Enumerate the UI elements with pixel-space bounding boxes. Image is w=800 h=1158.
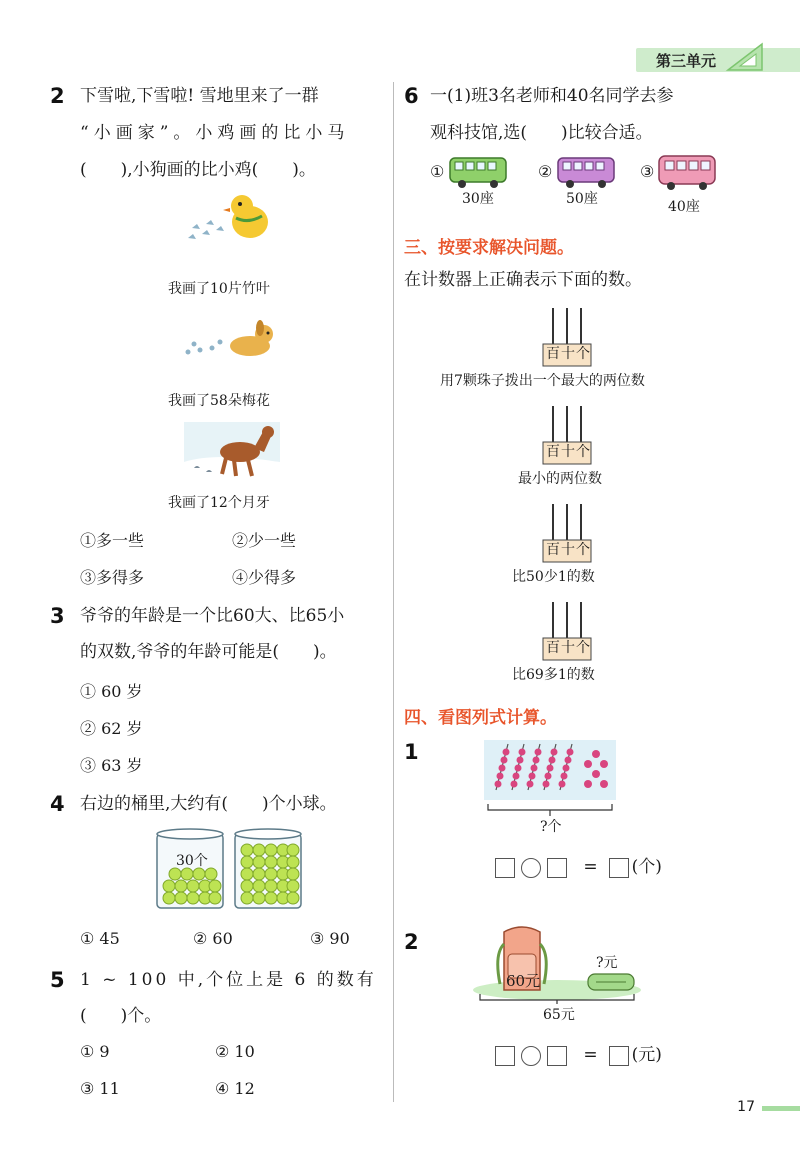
q5-option-4[interactable]: ④ 12 [215, 1079, 255, 1098]
unit-label: (个) [631, 857, 662, 877]
q4-line1: 右边的桶里,大约有( )个小球。 [80, 794, 337, 814]
q6-line1: 一(1)班3名老师和40名同学去参 [430, 86, 674, 106]
abacus-caption-1: 用7颗珠子拨出一个最大的两位数 [440, 373, 645, 389]
page-number: 17 [737, 1099, 755, 1115]
answer-box[interactable] [495, 858, 515, 878]
bus-pink-icon[interactable] [657, 152, 717, 192]
abacus-caption-2: 最小的两位数 [518, 471, 602, 487]
abacus-caption-4: 比69多1的数 [512, 667, 595, 683]
q5-option-2[interactable]: ② 10 [215, 1042, 255, 1061]
answer-box[interactable] [547, 858, 567, 878]
unit-title: 第三单元 [656, 52, 717, 70]
section-3-title: 三、按要求解决问题。 [404, 238, 574, 258]
q2-option-3[interactable]: ③多得多 [80, 568, 145, 587]
q2-option-4[interactable]: ④少得多 [232, 568, 297, 587]
q5-line2: ( )个。 [80, 1006, 162, 1026]
abacus-label-1: 百十个 [546, 346, 591, 362]
abacus-label-3: 百十个 [546, 542, 591, 558]
column-divider [393, 82, 394, 1102]
q3-option-3[interactable]: ③ 63 岁 [80, 756, 143, 775]
question-number: 2 [50, 84, 65, 108]
q2-line2: “小画家”。小鸡画的比小马 [80, 123, 350, 143]
answer-box[interactable] [547, 1046, 567, 1066]
bus-option-mark-1[interactable]: ① [430, 162, 445, 181]
bus-option-mark-2[interactable]: ② [538, 162, 553, 181]
equation-row-1[interactable] [492, 852, 662, 878]
q3-line2: 的双数,爷爷的年龄可能是( )。 [80, 642, 337, 662]
chick-illustration [180, 190, 280, 250]
bus-caption-3: 40座 [668, 199, 700, 215]
caption-dog: 我画了58朵梅花 [168, 393, 270, 409]
pencilcase-price: ?元 [596, 955, 618, 971]
q2-option-1[interactable]: ①多一些 [80, 531, 145, 550]
q6-line2: 观科技馆,选( )比较合适。 [430, 123, 653, 143]
equals-sign: = [583, 1045, 598, 1065]
answer-box[interactable] [609, 1046, 629, 1066]
operator-circle[interactable] [521, 1046, 541, 1066]
q2-line3: ( ),小狗画的比小鸡( )。 [80, 160, 316, 180]
abacus-label-2: 百十个 [546, 444, 591, 460]
q4-option-1[interactable]: ① 45 [80, 929, 120, 948]
q5-option-3[interactable]: ③ 11 [80, 1079, 120, 1098]
q5-line1: 1 ~ 100 中,个位上是 6 的数有 [80, 970, 377, 990]
q2-option-2[interactable]: ②少一些 [232, 531, 297, 550]
q3-option-1[interactable]: ① 60 岁 [80, 682, 143, 701]
jar-label: 30个 [176, 853, 208, 869]
q5-option-1[interactable]: ① 9 [80, 1042, 110, 1061]
question-number: 6 [404, 84, 419, 108]
bus-green-icon[interactable] [448, 154, 508, 190]
puppy-illustration [180, 318, 280, 364]
bus-caption-1: 30座 [462, 191, 494, 207]
problem-number: 2 [404, 930, 419, 954]
caption-chick: 我画了10片竹叶 [168, 281, 270, 297]
page-number-bar [762, 1106, 800, 1111]
bus-caption-2: 50座 [566, 191, 598, 207]
q2-line1: 下雪啦,下雪啦! 雪地里来了一群 [80, 86, 319, 106]
q3-option-2[interactable]: ② 62 岁 [80, 719, 143, 738]
question-number: 5 [50, 968, 65, 992]
brace-label-1: ?个 [540, 819, 562, 835]
bus-option-mark-3[interactable]: ③ [640, 162, 655, 181]
answer-box[interactable] [609, 858, 629, 878]
triangle-ruler-icon [722, 40, 768, 74]
q3-line1: 爷爷的年龄是一个比60大、比65小 [80, 606, 345, 626]
q4-option-2[interactable]: ② 60 [193, 929, 233, 948]
bead-strings-illustration [484, 740, 616, 818]
section-4-title: 四、看图列式计算。 [404, 708, 557, 728]
unit-label: (元) [631, 1045, 662, 1065]
jars-of-balls-illustration [155, 828, 305, 912]
operator-circle[interactable] [521, 858, 541, 878]
bus-purple-icon[interactable] [556, 154, 616, 190]
question-number: 3 [50, 604, 65, 628]
abacus-caption-3: 比50少1的数 [512, 569, 595, 585]
problem-number: 1 [404, 740, 419, 764]
question-number: 4 [50, 792, 65, 816]
equation-row-2[interactable] [492, 1040, 662, 1066]
caption-horse: 我画了12个月牙 [168, 495, 270, 511]
abacus-label-4: 百十个 [546, 640, 591, 656]
horse-illustration [184, 422, 280, 480]
equals-sign: = [583, 857, 598, 877]
answer-box[interactable] [495, 1046, 515, 1066]
section-3-intro: 在计数器上正确表示下面的数。 [404, 270, 642, 290]
q4-option-3[interactable]: ③ 90 [310, 929, 350, 948]
backpack-price: 60元 [506, 972, 541, 990]
total-label: 65元 [543, 1007, 575, 1023]
